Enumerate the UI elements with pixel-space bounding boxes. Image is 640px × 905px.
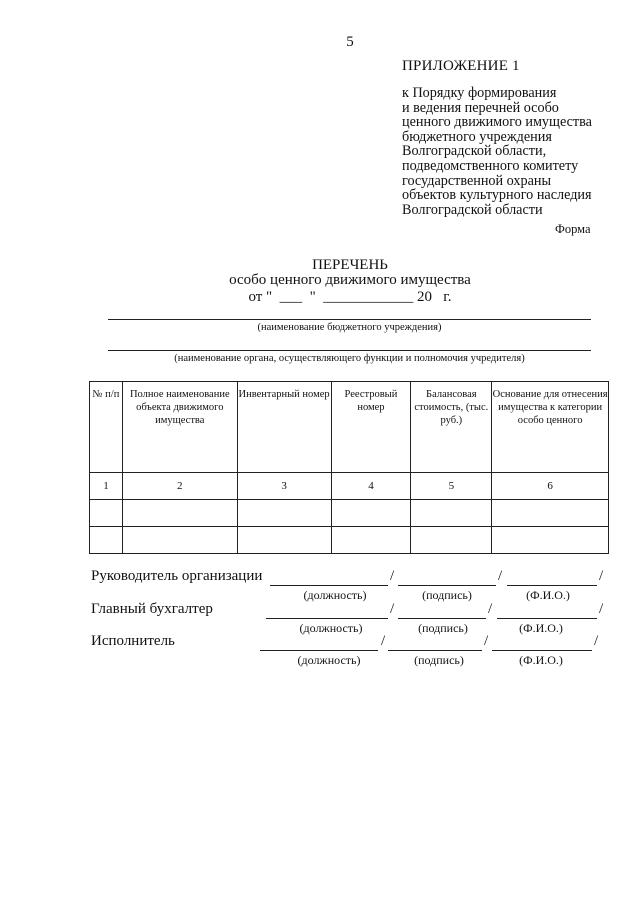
- table-cell[interactable]: [331, 500, 411, 527]
- page-number: 5: [346, 34, 354, 50]
- table-cell[interactable]: [411, 527, 492, 554]
- position-caption: (должность): [303, 588, 367, 602]
- name-line[interactable]: [492, 650, 592, 651]
- table-cell[interactable]: [411, 500, 492, 527]
- appendix-reference: [402, 86, 592, 217]
- position-line[interactable]: [260, 650, 378, 651]
- table-cell[interactable]: [122, 527, 237, 554]
- name-line[interactable]: [497, 618, 597, 619]
- signature-line[interactable]: [398, 618, 486, 619]
- institution-caption: (наименование бюджетного учреждения): [257, 322, 442, 333]
- column-number: 5: [411, 473, 492, 500]
- name-caption: (Ф.И.О.): [519, 621, 563, 635]
- column-header-inventory-number: Инвентарный номер: [237, 382, 331, 473]
- form-label: Форма: [555, 222, 591, 236]
- table-numbering-row: [90, 473, 609, 500]
- signature-label-executor: Исполнитель: [91, 633, 175, 649]
- table-cell[interactable]: [237, 500, 331, 527]
- position-line[interactable]: [266, 618, 388, 619]
- table-cell[interactable]: [331, 527, 411, 554]
- column-header-number: № п/п: [90, 382, 123, 473]
- separator-slash: /: [498, 568, 503, 584]
- appendix-line: Волгоградской области: [402, 201, 543, 218]
- document-title: ПЕРЕЧЕНЬ: [312, 257, 388, 273]
- signature-label-accountant: Главный бухгалтер: [91, 601, 213, 617]
- signature-label-head: Руководитель организации: [91, 568, 263, 584]
- appendix-line: подведомственного комитету: [402, 157, 579, 174]
- position-caption: (должность): [297, 653, 361, 667]
- table-header-row: [90, 382, 609, 473]
- column-number: 4: [331, 473, 411, 500]
- separator-slash: /: [484, 633, 489, 649]
- document-subtitle: особо ценного движимого имущества: [229, 272, 471, 288]
- table-cell[interactable]: [492, 500, 609, 527]
- table-cell[interactable]: [492, 527, 609, 554]
- property-table: [89, 381, 609, 554]
- table-cell[interactable]: [90, 527, 123, 554]
- separator-slash: /: [594, 633, 599, 649]
- signature-caption: (подпись): [422, 588, 472, 602]
- appendix-line: и ведения перечней особо: [402, 99, 559, 116]
- separator-slash: /: [390, 568, 395, 584]
- column-number: 6: [492, 473, 609, 500]
- column-number: 2: [122, 473, 237, 500]
- separator-slash: /: [381, 633, 386, 649]
- signature-caption: (подпись): [418, 621, 468, 635]
- name-caption: (Ф.И.О.): [526, 588, 570, 602]
- column-header-balance-value: Балансовая стоимость, (тыс. руб.): [411, 382, 492, 473]
- column-header-basis: Основание для отнесения имущества к категории особо ценного: [492, 382, 609, 473]
- separator-slash: /: [488, 601, 493, 617]
- signature-line[interactable]: [388, 650, 482, 651]
- name-caption: (Ф.И.О.): [519, 653, 563, 667]
- appendix-line: ценного движимого имущества: [402, 114, 592, 131]
- appendix-line: к Порядку формирования: [402, 85, 557, 101]
- appendix-title: ПРИЛОЖЕНИЕ 1: [402, 58, 520, 74]
- institution-fill-line: [108, 319, 591, 320]
- authority-fill-line: [108, 350, 591, 351]
- table-cell[interactable]: [122, 500, 237, 527]
- table-cell[interactable]: [237, 527, 331, 554]
- separator-slash: /: [599, 568, 604, 584]
- appendix-line: объектов культурного наследия: [402, 187, 592, 204]
- column-number: 1: [90, 473, 123, 500]
- signature-caption: (подпись): [414, 653, 464, 667]
- signature-line[interactable]: [398, 585, 496, 586]
- position-caption: (должность): [299, 621, 363, 635]
- appendix-line: бюджетного учреждения: [402, 128, 552, 145]
- appendix-line: государственной охраны: [402, 172, 552, 189]
- column-header-name: Полное наименование объекта движимого имущества: [122, 382, 237, 473]
- column-header-registry-number: Реестровый номер: [331, 382, 411, 473]
- position-line[interactable]: [270, 585, 388, 586]
- table-cell[interactable]: [90, 500, 123, 527]
- name-line[interactable]: [507, 585, 597, 586]
- appendix-line: Волгоградской области,: [402, 143, 547, 160]
- separator-slash: /: [390, 601, 395, 617]
- date-line: от " ___ " ____________ 20 г.: [248, 289, 452, 305]
- authority-caption: (наименование органа, осуществляющего функции и полномочия учредителя): [174, 353, 525, 364]
- column-number: 3: [237, 473, 331, 500]
- table-row: [90, 500, 609, 527]
- separator-slash: /: [599, 601, 604, 617]
- table-row: [90, 527, 609, 554]
